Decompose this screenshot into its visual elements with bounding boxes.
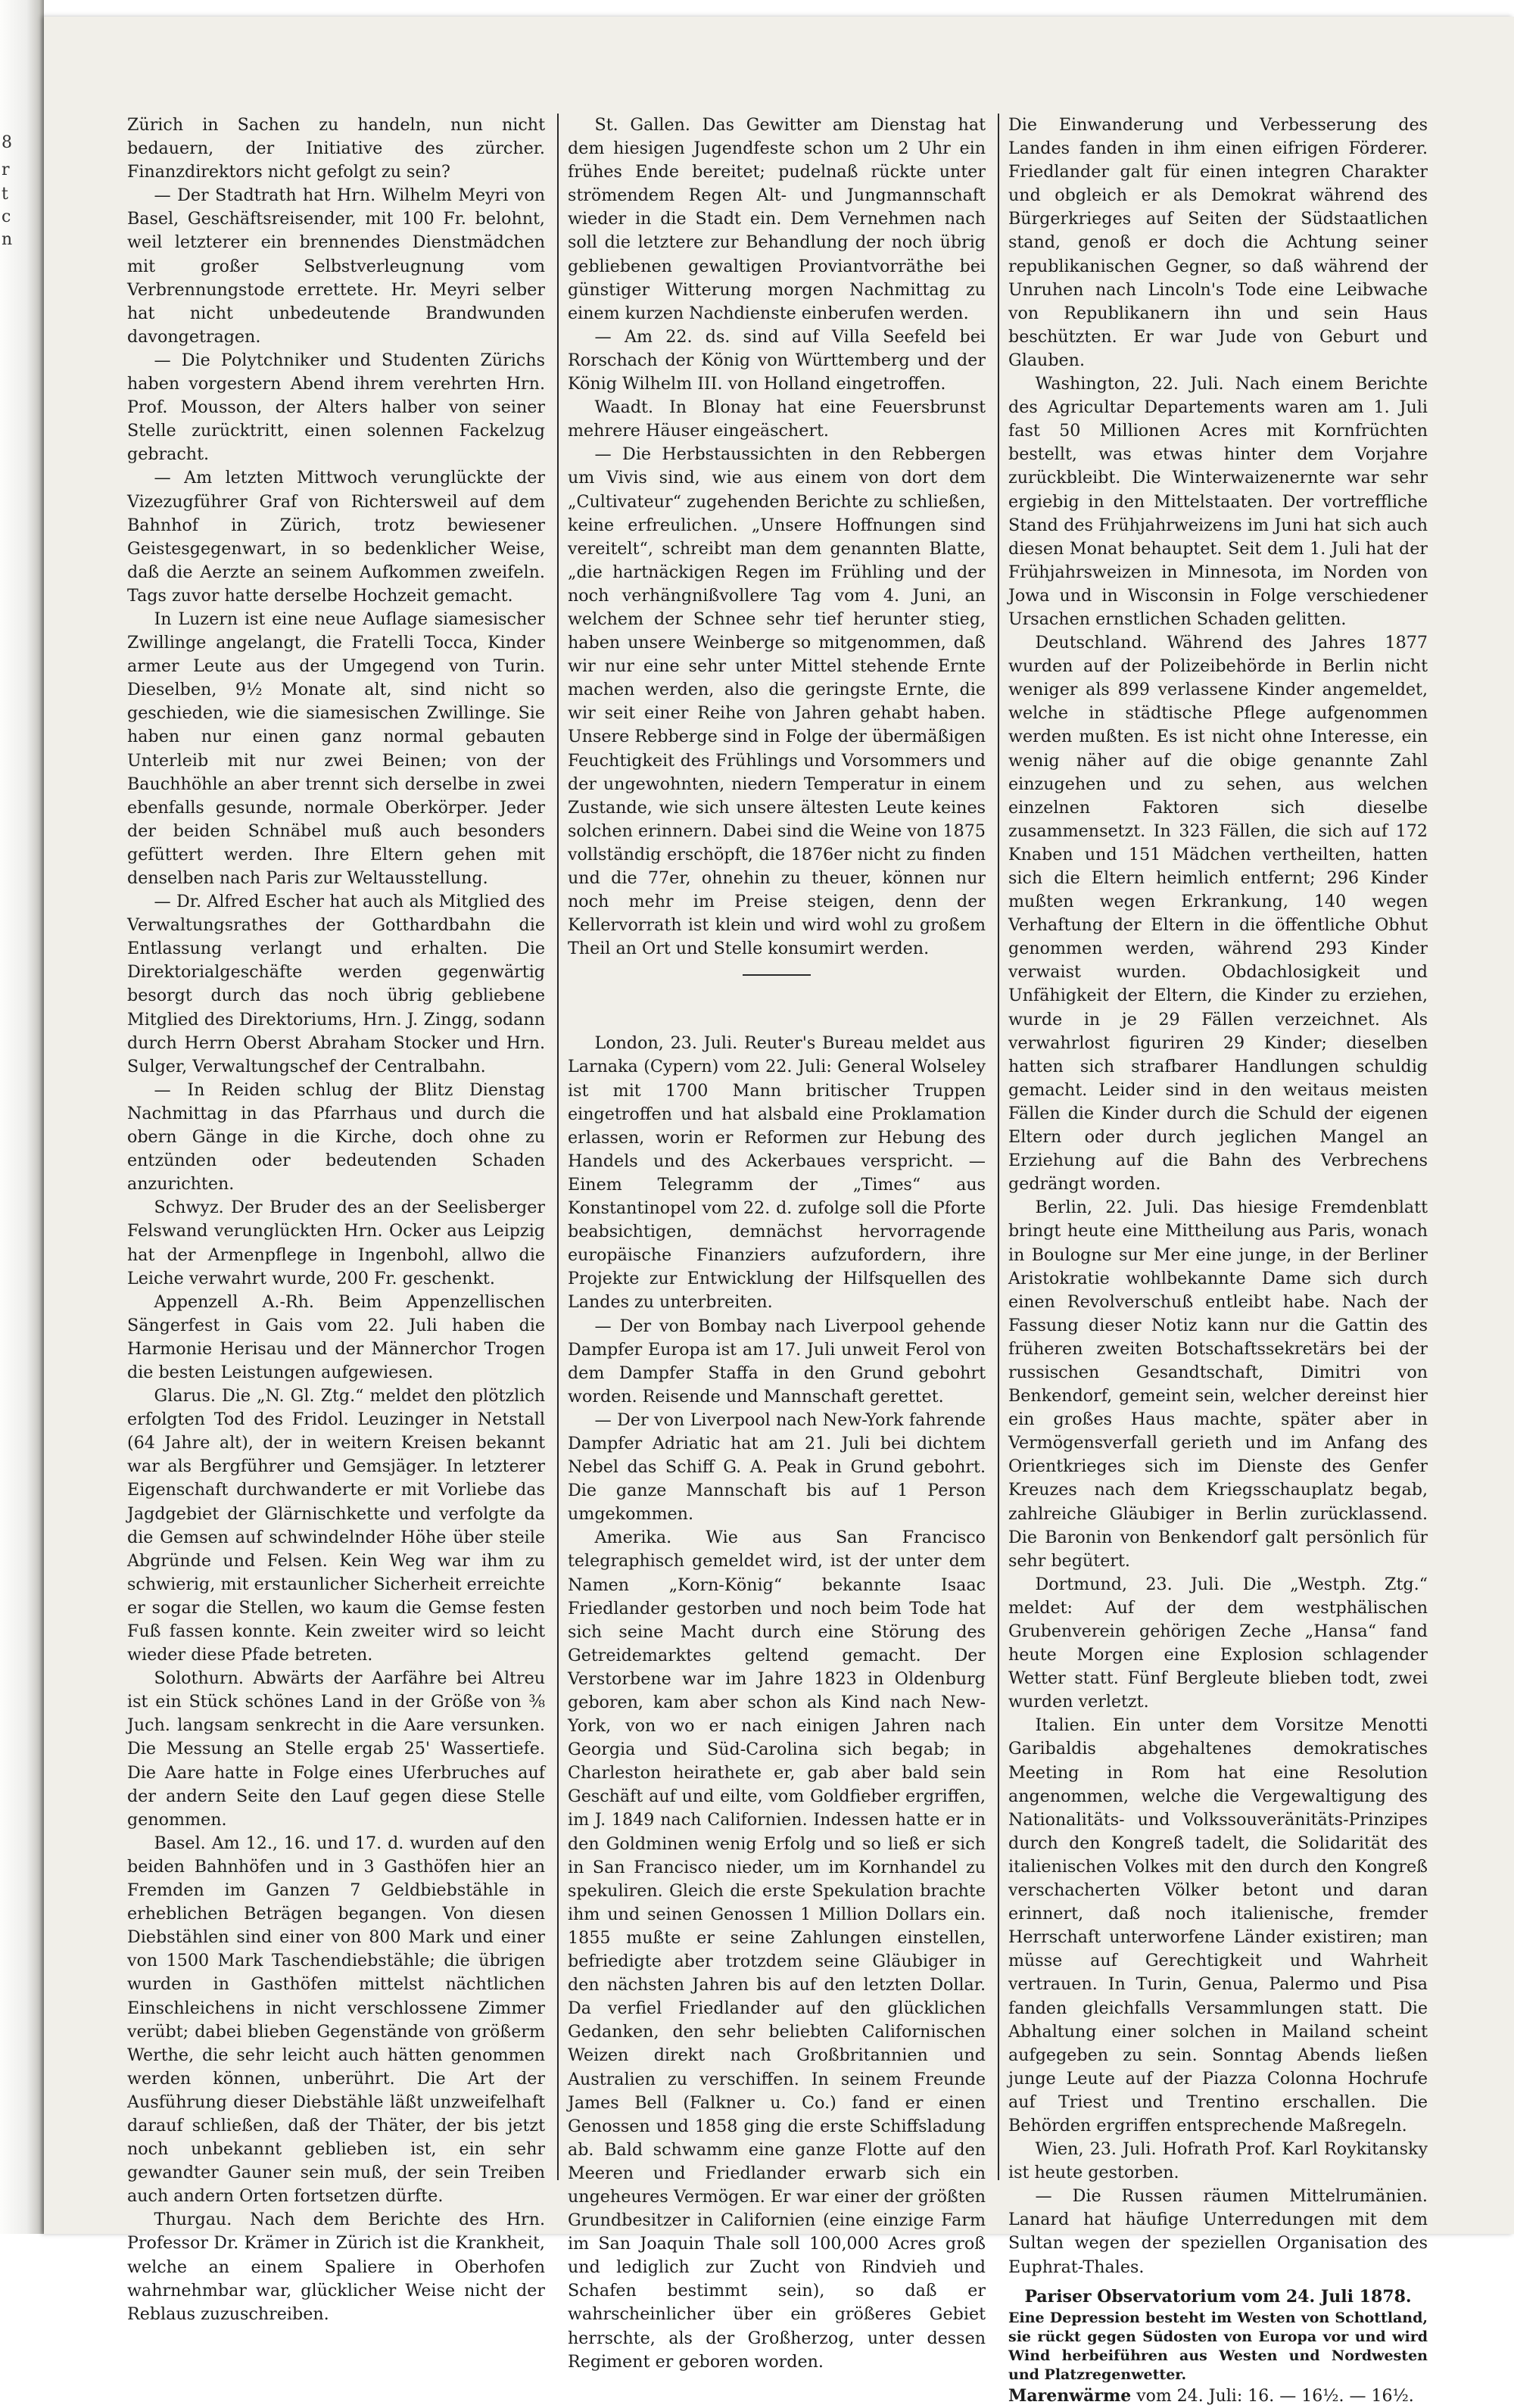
spine-mark: 8 [2, 133, 12, 152]
article-paragraph: — Am letzten Mittwoch verunglückte der Vizezugführer Graf von Richtersweil auf dem Bahnhof in Zürich, trotz bewiesener Geistesgegenwart, in so bedenklicher Weise, daß die Aerzte an seinem Aufkommen zweifeln. Tags zuvor hatte derselbe Hochzeit gemacht. [127, 468, 545, 606]
article-paragraph: Appenzell A.-Rh. Beim Appenzellischen Sängerfest in Gais vom 22. Juli haben die Harmonie Herisau und der Männerchor Trogen die besten Leistungen aufgewiesen. [127, 1291, 545, 1382]
article-paragraph: St. Gallen. Das Gewitter am Dienstag hat dem hiesigen Jugendfeste schon um 2 Uhr ein frühes Ende bereitet; pudelnaß rückte unter strömendem Regen Alt- und Jungmannschaft wieder in die Stadt ein. Dem Vernehmen nach soll die letztere zur Behandlung der noch übrig gebliebenen gewaltigen Proviantvorräthe bei günstiger Witterung morgen Nachmittag zu einem kurzen Nachdienste einberufen werden. [568, 115, 986, 323]
article-paragraph: — In Reiden schlug der Blitz Dienstag Nachmittag in das Pfarrhaus und durch die obern Gänge in die Kirche, doch ohne zu entzünden oder bedeutenden Schaden anzurichten. [127, 1079, 545, 1195]
article-paragraph: — Dr. Alfred Escher hat auch als Mitglied des Verwaltungsrathes der Gotthardbahn die Entlassung verlangt und erhalten. Die Direktorialgeschäfte werden gegenwärtig besorgt durch das noch übrig gebliebene Mitglied des Direktoriums, Hrn. J. Zingg, sodann durch Herrn Oberst Abraham Stocker und Hrn. Sulger, Verwaltungschef der Centralbahn. [127, 892, 545, 1076]
column-right [1008, 114, 1428, 2406]
temperature-label: Marenwärme [1008, 2385, 1132, 2406]
article-paragraph: — Die Russen räumen Mittelrumänien. Lanard hat häufige Unterredungen mit dem Sultan wegen der speziellen Organisation des Euphrat-Thales. [1008, 2186, 1428, 2277]
temperature-values: vom 24. Juli: 16. — 16½. — 16½. [1131, 2386, 1414, 2406]
article-paragraph: — Die Herbstaussichten in den Rebbergen um Vivis sind, wie aus einem von dort dem „Cultivateur“ zugehenden Berichte zu schließen, keine erfreulichen. „Unsere Hoffnungen sind vereitelt“, schreibt man dem genannten Blatte, „die hartnäckigen Regen im Frühling und der noch verhängnißvollere Tag vom 4. Juni, an welchem der Schnee sehr tief herunter stieg, haben unsere Weinberge so mitgenommen, daß wir nur eine sehr unter Mittel stehende Ernte machen werden, also die geringste Ernte, die wir seit einer Reihe von Jahren gehabt haben. Unsere Rebberge sind in Folge der übermäßigen Feuchtigkeit des Frühlings und Vorsommers und der ungewohnten, niedern Temperatur in einem Zustande, wie sich unsere ältesten Leute keines solchen erinnern. Dabei sind die Weine von 1875 vollständig erschöpft, die 1876er nicht zu finden und die 77er, ohnehin zu theuer, können nur noch mehr im Preise steigen, denn der Kellervorrath ist klein und wird wohl zu großem Theil an Ort und Stelle konsumirt werden. [568, 444, 986, 959]
article-paragraph: — Am 22. ds. sind auf Villa Seefeld bei Rorschach der König von Württemberg und der König Wilhelm III. von Holland eingetroffen. [568, 326, 986, 394]
section-gap [568, 989, 986, 1032]
article-paragraph: Solothurn. Abwärts der Aarfähre bei Altreu ist ein Stück schönes Land in der Größe von ⅜ Juch. langsam senkrecht in die Aare versunken. Die Messung an Stelle ergab 25' Wassertiefe. Die Aare hatte in Folge eines Uferbruches auf der andern Seite den Lauf gegen diese Stelle genommen. [127, 1668, 545, 1830]
column-rule [998, 114, 999, 2180]
article-paragraph: Berlin, 22. Juli. Das hiesige Fremdenblatt bringt heute eine Mittheilung aus Paris, wonach in Boulogne sur Mer eine junge, in der Berliner Aristokratie wohlbekannte Dame sich durch einen Revolverschuß entleibt habe. Nach der Fassung dieser Notiz kann nur die Gattin des früheren zweiten Botschaftssekretärs bei der russischen Gesandtschaft, Dimitri von Benkendorf, gemeint sein, welcher dereinst hier ein großes Haus machte, später aber in Vermögensverfall gerieth und im Anfang des Orientkrieges sich im Dienste des Genfer Kreuzes nach dem Kriegsschauplatz begab, zahlreiche Gläubiger in Berlin zurücklassend. Die Baronin von Benkendorf galt persönlich für sehr begütert. [1008, 1198, 1428, 1571]
weather-report-title-date: vom 24. Juli 1878. [1235, 2286, 1412, 2307]
spine-mark: c [2, 207, 11, 226]
spine-mark: t [2, 185, 8, 204]
article-paragraph: Waadt. In Blonay hat eine Feuersbrunst mehrere Häuser eingeäschert. [568, 397, 986, 441]
column-middle [568, 114, 986, 2372]
spine-mark: r [2, 160, 10, 179]
article-paragraph: Zürich in Sachen zu handeln, nun nicht bedauern, der Initiative des zürcher. Finanzdirektors nicht gefolgt zu sein? [127, 115, 545, 182]
section-divider [743, 974, 811, 976]
spine-mark: n [2, 230, 13, 249]
article-paragraph: Italien. Ein unter dem Vorsitze Menotti Garibaldis abgehaltenes demokratisches Meeting in Rom hat eine Resolution angenommen, welche die Vergewaltigung des Nationalitäts- und Volkssouveränitäts-Prinzipes durch den Kongreß tadelt, die Solidarität des italienischen Volkes mit den durch den Kongreß verschacherten Völker betont und daran erinnert, daß noch italienische, fremder Herrschaft unterworfene Länder existiren; man müsse auf Gerechtigkeit und Wahrheit vertrauen. In Turin, Genua, Palermo und Pisa fanden gleichfalls Versammlungen statt. Die Abhaltung einer solchen in Mailand scheint aufgegeben zu sein. Sonntag Abends ließen junge Leute auf der Piazza Colonna Hochrufe auf Triest und Trentino erschallen. Die Behörden ergriffen entsprechende Maßregeln. [1008, 1715, 1428, 2135]
article-paragraph: In Luzern ist eine neue Auflage siamesischer Zwillinge angelangt, die Fratelli Tocca, Kinder armer Leute aus der Umgegend von Turin. Dieselben, 9½ Monate alt, sind nicht so geschieden, wie die siamesischen Zwillinge. Sie haben nur einen ganz normal gebauten Unterleib mit nur zwei Beinen; von der Bauchhöhle an aber trennt sich derselbe in zwei ebenfalls gesunde, normale Oberkörper. Jeder der beiden Schnäbel muß auch besonders gefüttert werden. Ihre Eltern gehen mit denselben nach Paris zur Weltausstellung. [127, 609, 545, 888]
article-paragraph: Washington, 22. Juli. Nach einem Berichte des Agricultar Departements waren am 1. Juli fast 50 Millionen Acres mit Kornfrüchten bestellt, was etwas hinter dem Vorjahre zurückbleibt. Die Winterwaizenernte war sehr ergiebig in den Mittelstaaten. Der vortreffliche Stand des Frühjahrweizens im Juni hat sich auch diesen Monat behauptet. Seit dem 1. Juli hat der Frühjahrsweizen in Minnesota, im Norden von Jowa und in Wisconsin in Folge verschiedener Ursachen ernstlichen Schaden gelitten. [1008, 374, 1428, 629]
column-rule [557, 114, 559, 2180]
article-paragraph: Amerika. Wie aus San Francisco telegraphisch gemeldet wird, ist der unter dem Namen „Korn-König“ bekannte Isaac Friedlander gestorben und noch beim Tode hat sich seine Macht durch eine Störung des Getreidemarktes geltend gemacht. Der Verstorbene war im Jahre 1823 in Oldenburg geboren, kam aber schon als Kind nach New-York, von wo er nach einigen Jahren nach Georgia und Süd-Carolina sich begab; in Charleston heirathete er, gab aber bald sein Geschäft auf und eilte, vom Goldfieber ergriffen, im J. 1849 nach Californien. Indessen hatte er in den Goldminen wenig Erfolg und so ließ er sich in San Francisco nieder, um im Kornhandel zu spekuliren. Gleich die erste Spekulation brachte ihm und seinen Genossen 1 Million Dollars ein. 1855 mußte er seine Zahlungen einstellen, befriedigte aber trotzdem seine Gläubiger in den nächsten Jahren bis auf den letzten Dollar. Da verfiel Friedlander auf den glücklichen Gedanken, den sehr beliebten Californischen Weizen direkt nach Großbritannien und Australien zu verschiffen. In seinem Freunde James Bell (Falkner u. Co.) fand er einen Genossen und 1858 ging die erste Schiffsladung ab. Bald schwamm eine ganze Flotte auf den Meeren und Friedlander erwarb sich ein ungeheures Vermögen. Er war einer der größten Grundbesitzer in Californien (eine einzige Farm im San Joaquin Thale soll 100,000 Acres groß und lediglich zur Zucht von Rindvieh und Schafen bestimmt sein), so daß er wahrscheinlicher über ein größeres Gebiet herrschte, als der Großherzog, unter dessen Regiment er geboren worden. [568, 1528, 986, 2372]
article-paragraph: — Der von Liverpool nach New-York fahrende Dampfer Adriatic hat am 21. Juli bei dichtem Nebel das Schiff G. A. Peak in Grund gebohrt. Die ganze Mannschaft bis auf 1 Person umgekommen. [568, 1410, 986, 1525]
article-paragraph: Glarus. Die „N. Gl. Ztg.“ meldet den plötzlich erfolgten Tod des Fridol. Leuzinger in Netstall (64 Jahre alt), der in weitern Kreisen bekannt war als Bergführer und Gemsjäger. In letzterer Eigenschaft durchwanderte er mit Vorliebe das Jagdgebiet der Glärnischkette und verfolgte da die Gemsen auf schwindelnder Höhe über steile Abgründe und Felsen. Kein Weg war ihm zu schwierig, mit erstaunlicher Sicherheit erreichte er sogar die Stellen, wo kaum die Gemse festen Fuß fassen konnte. Kein zweiter wird so leicht wieder diese Pfade betreten. [127, 1386, 545, 1665]
article-paragraph: Dortmund, 23. Juli. Die „Westph. Ztg.“ meldet: Auf der dem westphälischen Grubenverein gehörigen Zeche „Hansa“ fand heute Morgen eine Explosion schlagender Wetter statt. Fünf Bergleute blieben todt, zwei wurden verletzt. [1008, 1574, 1428, 1712]
temperature-line [1008, 2385, 1428, 2408]
article-paragraph: Wien, 23. Juli. Hofrath Prof. Karl Roykitansky ist heute gestorben. [1008, 2139, 1428, 2183]
article-paragraph: — Der von Bombay nach Liverpool gehende Dampfer Europa ist am 17. Juli unweit Ferol von dem Dampfer Staffa in den Grund gebohrt worden. Reisende und Mannschaft gerettet. [568, 1316, 986, 1406]
article-paragraph: — Der Stadtrath hat Hrn. Wilhelm Meyri von Basel, Geschäftsreisender, mit 100 Fr. belohnt, weil letzterer ein brennendes Dienstmädchen mit großer Selbstverleugnung vom Verbrennungstode errettete. Hr. Meyri selber hat nicht unbedeutende Brandwunden davongetragen. [127, 185, 545, 347]
page-spine [0, 0, 44, 2234]
article-paragraph: — Die Polytchniker und Studenten Zürichs haben vorgestern Abend ihrem verehrten Hrn. Prof. Mousson, der Alters halber von seiner Stelle zurücktritt, einen solennen Fackelzug gebracht. [127, 350, 545, 465]
article-paragraph: Basel. Am 12., 16. und 17. d. wurden auf den beiden Bahnhöfen und in 3 Gasthöfen hier an Fremden im Ganzen 7 Geldbiebstähle in erheblichen Beträgen begangen. Von diesen Diebstählen sind einer von 800 Mark und einer von 1500 Mark Taschendiebstähle; die übrigen wurden in Gasthöfen mittelst nächtlichen Einschleichens in nicht verschlossene Zimmer verübt; dabei blieben Gegenstände von größerm Werthe, die sehr leicht auch hätten genommen werden können, unberührt. Die Art der Ausführung dieser Diebstähle läßt unzweifelhaft darauf schließen, daß der Thäter, der bis jetzt noch unbekannt geblieben ist, ein sehr gewandter Gauner sein muß, der sein Treiben auch andern Orten fortsetzen dürfte. [127, 1833, 545, 2207]
weather-report-body: Eine Depression besteht im Westen von Schottland, sie rückt gegen Südosten von Europa vor und wird Wind herbeiführen aus Westen und Nordwesten und Platzregenwetter. [1008, 2309, 1428, 2383]
article-paragraph: Thurgau. Nach dem Berichte des Hrn. Professor Dr. Krämer in Zürich ist die Krankheit, welche an einem Spaliere in Oberhofen wahrnehmbar war, glücklicher Weise nicht der Reblaus zuzuschreiben. [127, 2210, 545, 2324]
article-paragraph: Deutschland. Während des Jahres 1877 wurden auf der Polizeibehörde in Berlin nicht weniger als 899 verlassene Kinder angemeldet, welche in städtische Pflege aufgenommen werden mußten. Es ist nicht ohne Interesse, ein wenig näher auf die obige genannte Zahl einzugehen und zu sehen, aus welchen einzelnen Faktoren sich dieselbe zusammensetzt. In 323 Fällen, die sich auf 172 Knaben und 151 Mädchen vertheilten, hatten sich die Eltern heimlich entfernt; 296 Kinder mußten wegen Erkrankung, 140 wegen Verhaftung der Eltern in die öffentliche Obhut genommen werden, während 293 Kinder verwaist wurden. Obdachlosigkeit und Unfähigkeit der Eltern, die Kinder zu erziehen, wurde in je 29 Fällen verzeichnet. Als verwahrlost figuriren 29 Kinder; dieselben hatten sich strafbarer Handlungen schuldig gemacht. Leider sind in den weitaus meisten Fällen die Kinder durch die Schuld der eigenen Eltern oder durch jeglichen Mangel an Erziehung auf die Bahn des Verbrechens gedrängt worden. [1008, 633, 1428, 1195]
column-left [127, 114, 545, 2324]
weather-report-title-bold: Pariser Observatorium [1024, 2286, 1236, 2307]
weather-report-title [1008, 2285, 1428, 2309]
article-paragraph: London, 23. Juli. Reuter's Bureau meldet aus Larnaka (Cypern) vom 22. Juli: General Wolseley ist mit 1700 Mann britischer Truppen eingetroffen und hat alsbald eine Proklamation erlassen, worin er Reformen zur Hebung des Handels und des Ackerbaues verspricht. — Einem Telegramm der „Times“ aus Konstantinopel vom 22. d. zufolge soll die Pforte beabsichtigen, demnächst hervorragende europäische Finanziers aufzufordern, ihre Projekte zur Entwicklung der Hilfsquellen des Landes zu unterbreiten. [568, 1033, 986, 1313]
article-paragraph: Die Einwanderung und Verbesserung des Landes fanden in ihm einen eifrigen Förderer. Friedlander galt für einen integren Charakter und obgleich er als Demokrat während des Bürgerkrieges auf Seiten der Südstaatlichen stand, genoß er doch die Achtung seiner republikanischen Gegner, so daß während der Unruhen nach Lincoln's Tode eine Leibwache von Republikanern ihn und sein Haus beschützten. Er war Jude von Geburt und Glauben. [1008, 115, 1428, 370]
article-paragraph: Schwyz. Der Bruder des an der Seelisberger Felswand verunglückten Hrn. Ocker aus Leipzig hat der Armenpflege in Ingenbohl, allwo die Leiche verwahrt wurde, 200 Fr. geschenkt. [127, 1198, 545, 1288]
